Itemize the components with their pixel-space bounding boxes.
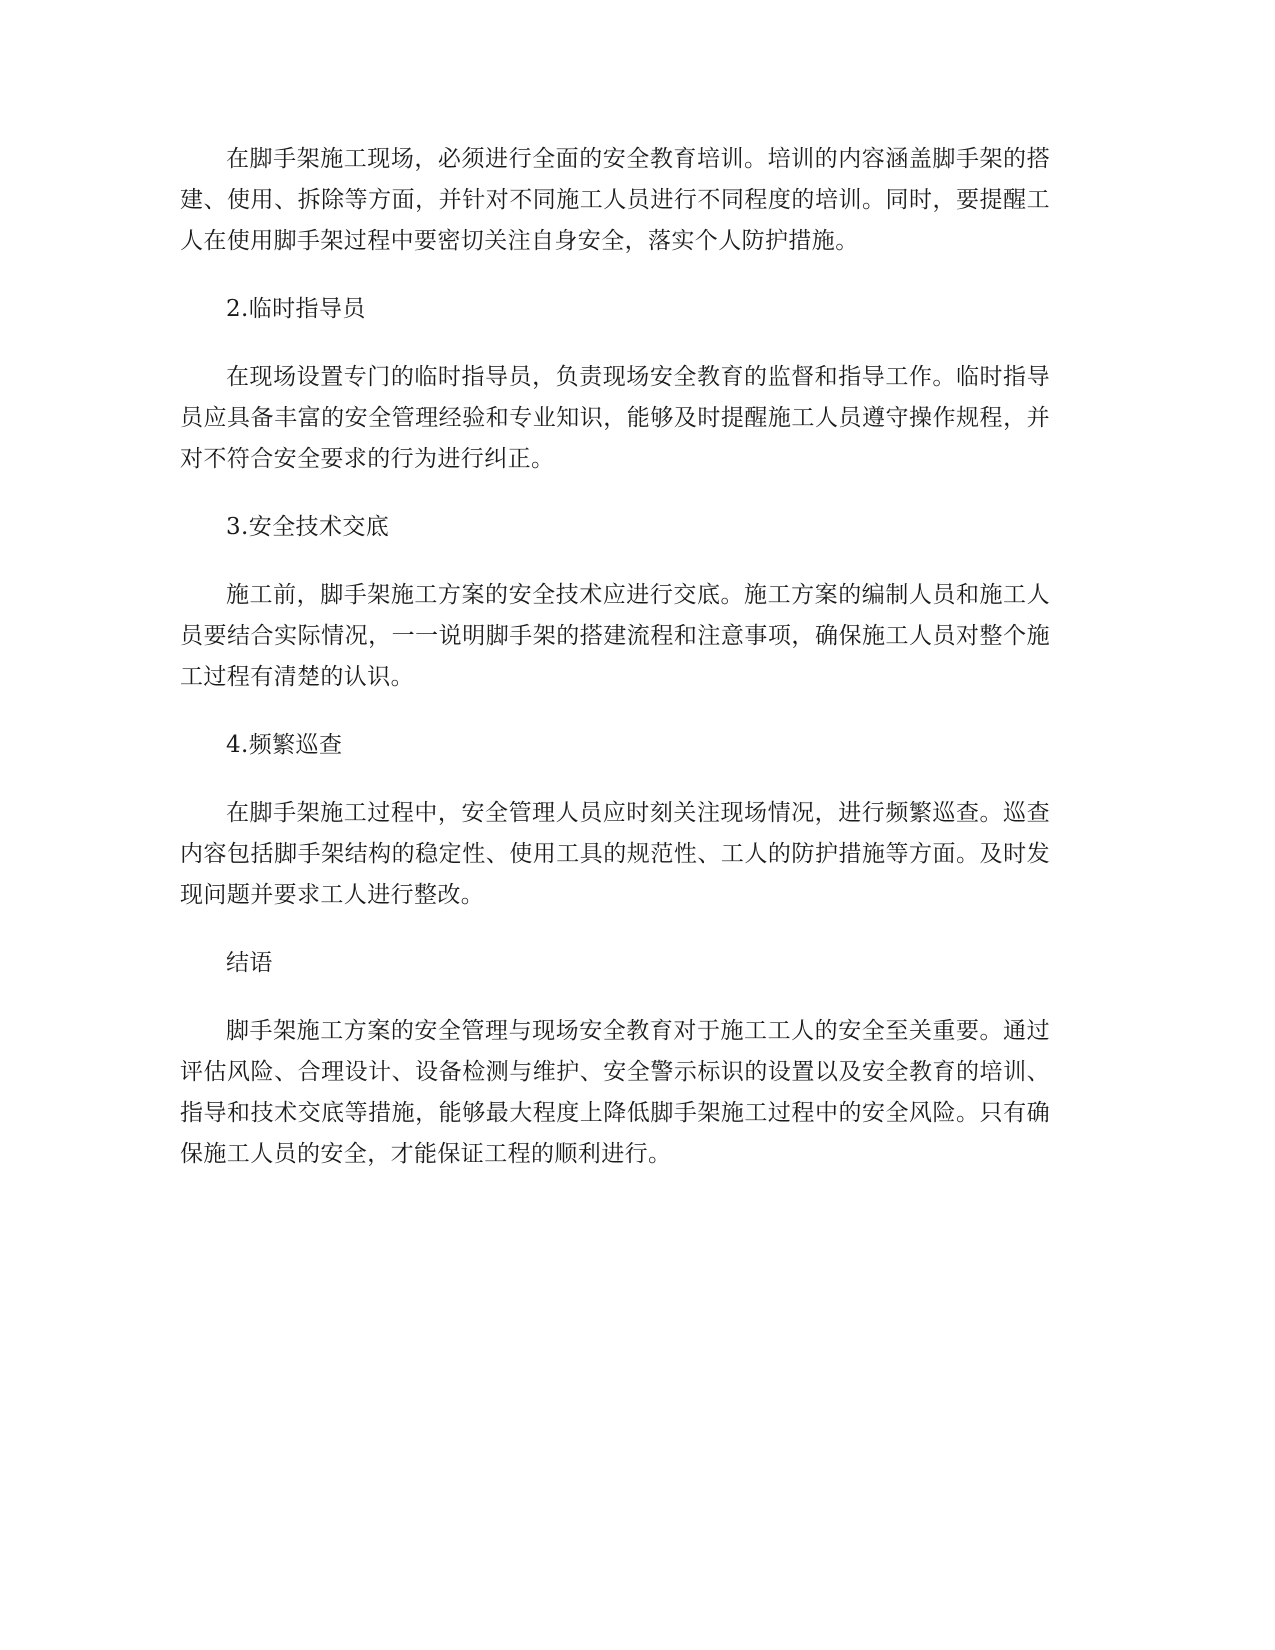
paragraph-conclusion: 脚手架施工方案的安全管理与现场安全教育对于施工工人的安全至关重要。通过评估风险、合理设计、设备检测与维护、安全警示标识的设置以及安全教育的培训、指导和技术交底等措施，能够最大程度上降低脚手架施工过程中的安全风险。只有确保施工人员的安全，才能保证工程的顺利进行。	[180, 1018, 1050, 1167]
section-heading-temporary-instructor: 2.临时指导员	[226, 296, 366, 322]
paragraph-safety-training: 在脚手架施工现场，必须进行全面的安全教育培训。培训的内容涵盖脚手架的搭建、使用、拆除等方面，并针对不同施工人员进行不同程度的培训。同时，要提醒工人在使用脚手架过程中要密切关注自身安全，落实个人防护措施。	[180, 146, 1050, 254]
paragraph-temporary-instructor: 在现场设置专门的临时指导员，负责现场安全教育的监督和指导工作。临时指导员应具备丰富的安全管理经验和专业知识，能够及时提醒施工人员遵守操作规程，并对不符合安全要求的行为进行纠正。	[180, 364, 1050, 472]
section-heading-conclusion: 结语	[226, 950, 273, 976]
document-page	[180, 139, 1050, 1202]
section-heading-frequent-inspection: 4.频繁巡查	[226, 732, 343, 758]
paragraph-frequent-inspection: 在脚手架施工过程中，安全管理人员应时刻关注现场情况，进行频繁巡查。巡查内容包括脚手架结构的稳定性、使用工具的规范性、工人的防护措施等方面。及时发现问题并要求工人进行整改。	[180, 800, 1050, 908]
section-heading-technical-briefing: 3.安全技术交底	[226, 514, 390, 540]
paragraph-technical-briefing: 施工前，脚手架施工方案的安全技术应进行交底。施工方案的编制人员和施工人员要结合实际情况，一一说明脚手架的搭建流程和注意事项，确保施工人员对整个施工过程有清楚的认识。	[180, 582, 1050, 690]
